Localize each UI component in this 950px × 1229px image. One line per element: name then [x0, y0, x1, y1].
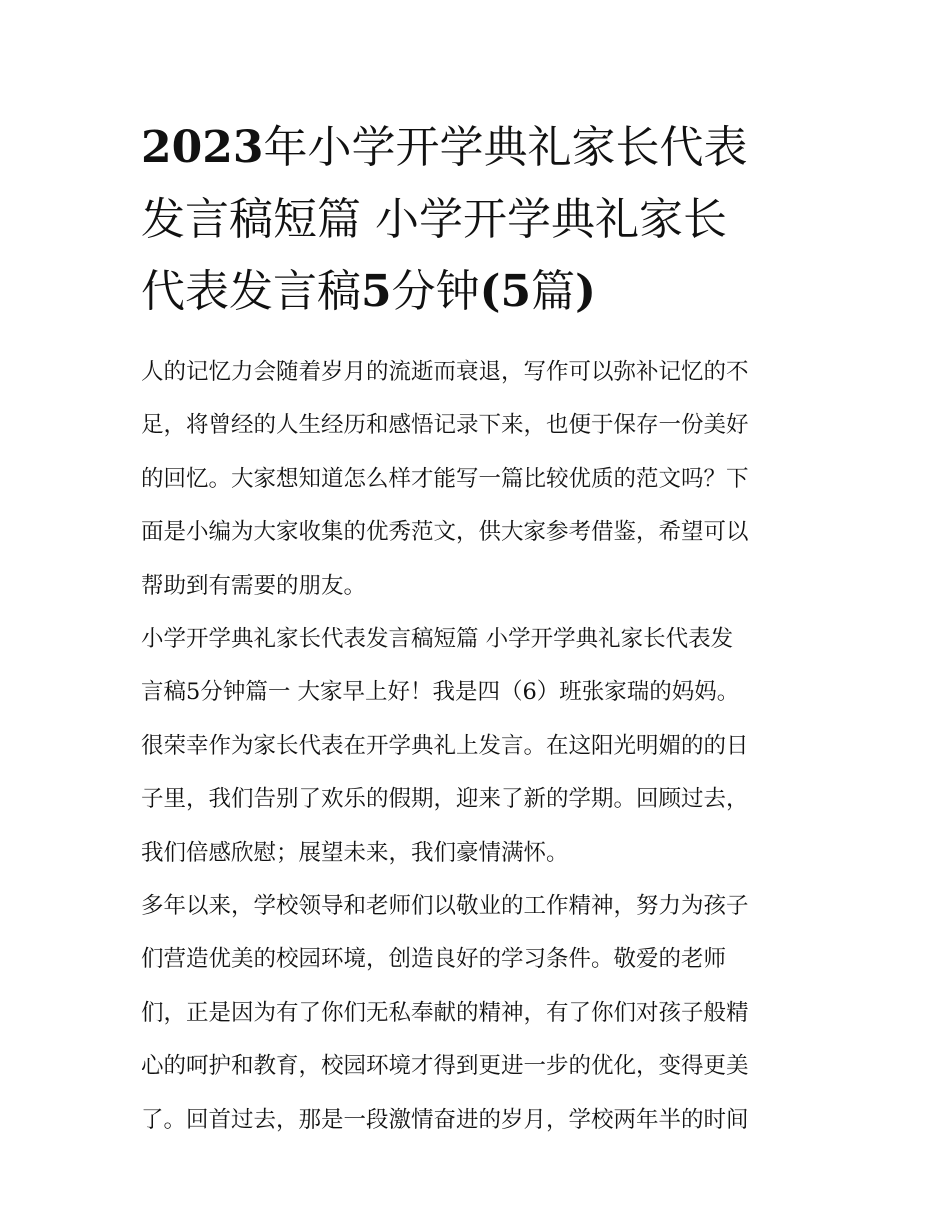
body-line: 言稿5分钟篇一 大家早上好！我是四（6）班张家瑞的妈妈。 [141, 679, 740, 706]
body-line: 了。回首过去，那是一段激情奋进的岁月，学校两年半的时间 [141, 1106, 749, 1133]
body-line: 们，正是因为有了你们无私奉献的精神，有了你们对孩子般精 [141, 999, 749, 1026]
body-line: 心的呵护和教育，校园环境才得到更进一步的优化，变得更美 [141, 1053, 749, 1080]
body-line: 们营造优美的校园环境，创造良好的学习条件。敬爱的老师 [141, 946, 727, 973]
document-title [141, 112, 813, 328]
body-line: 人的记忆力会随着岁月的流逝而衰退，写作可以弥补记忆的不 [141, 359, 749, 385]
body-line: 面是小编为大家收集的优秀范文，供大家参考借鉴，希望可以 [141, 519, 749, 546]
document-page [141, 112, 813, 1147]
body-line: 小学开学典礼家长代表发言稿短篇 小学开学典礼家长代表发 [141, 626, 734, 653]
body-line: 足，将曾经的人生经历和感悟记录下来，也便于保存一份美好 [141, 412, 749, 439]
document-body [141, 346, 813, 1147]
body-line: 很荣幸作为家长代表在开学典礼上发言。在这阳光明媚的的日 [141, 732, 749, 759]
body-line: 我们倍感欣慰；展望未来，我们豪情满怀。 [141, 839, 569, 866]
title-line: 2023年小学开学典礼家长代表 [141, 122, 748, 173]
body-line: 的回忆。大家想知道怎么样才能写一篇比较优质的范文吗？下 [141, 465, 749, 492]
body-line: 子里，我们告别了欢乐的假期，迎来了新的学期。回顾过去， [141, 786, 749, 813]
body-line: 帮助到有需要的朋友。 [141, 572, 367, 599]
title-line: 代表发言稿5分钟(5篇) [141, 266, 596, 317]
title-line: 发言稿短篇 小学开学典礼家长 [141, 194, 727, 245]
body-line: 多年以来，学校领导和老师们以敬业的工作精神，努力为孩子 [141, 893, 749, 920]
